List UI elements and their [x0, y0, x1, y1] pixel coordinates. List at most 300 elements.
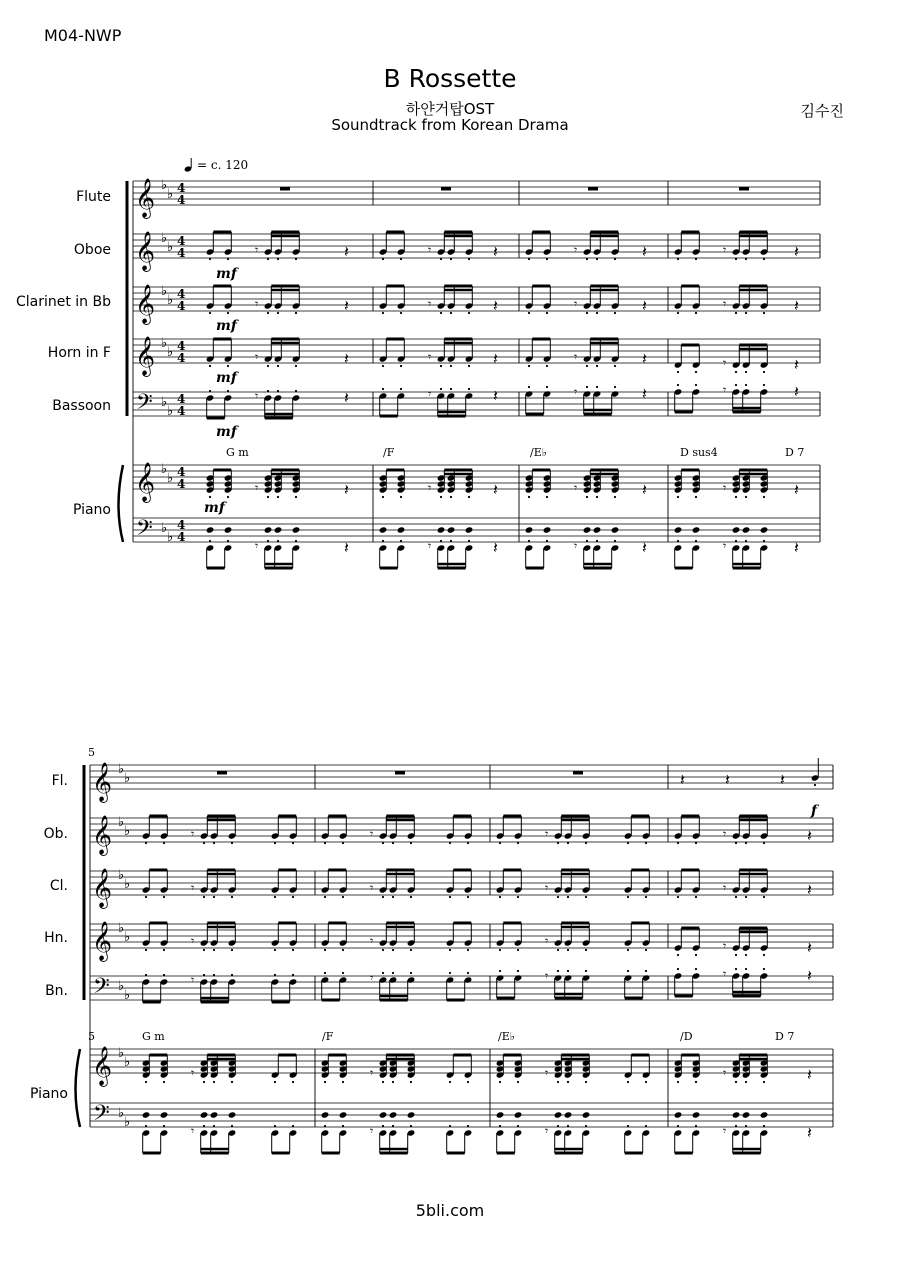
staccato-dot	[145, 1125, 147, 1127]
eighth-rest-icon: 𝄾	[370, 934, 374, 948]
score-title: B Rossette	[383, 64, 517, 93]
staccato-dot	[467, 1081, 469, 1083]
staccato-dot	[528, 386, 530, 388]
staccato-dot	[292, 949, 294, 951]
eighth-rest-icon: 𝄾	[545, 934, 549, 948]
staccato-dot	[695, 496, 697, 498]
staccato-dot	[528, 365, 530, 367]
staccato-dot	[277, 258, 279, 260]
flat-icon: ♭	[161, 336, 168, 351]
staccato-dot	[695, 384, 697, 386]
notehead	[593, 526, 602, 533]
staccato-dot	[295, 540, 297, 542]
staccato-dot	[695, 312, 697, 314]
eighth-rest-icon: 𝄾	[428, 350, 432, 364]
notehead	[692, 1111, 701, 1118]
staccato-dot	[546, 496, 548, 498]
staccato-dot	[400, 540, 402, 542]
staccato-dot	[596, 496, 598, 498]
staccato-dot	[145, 842, 147, 844]
staccato-dot	[567, 896, 569, 898]
notehead	[292, 526, 301, 533]
staccato-dot	[382, 972, 384, 974]
whole-rest	[280, 187, 290, 191]
flat-icon: ♭	[118, 1106, 125, 1121]
staccato-dot	[410, 842, 412, 844]
staccato-dot	[557, 970, 559, 972]
staccato-dot	[677, 1125, 679, 1127]
staccato-dot	[735, 1125, 737, 1127]
staccato-dot	[449, 1081, 451, 1083]
quarter-rest-icon: 𝄽	[794, 355, 799, 374]
quarter-rest-icon: 𝄽	[344, 296, 349, 315]
staccato-dot	[627, 1081, 629, 1083]
quarter-rest-icon: 𝄽	[807, 826, 812, 845]
instrument-label-bn: Bn.	[45, 983, 68, 999]
eighth-rest-icon: 𝄾	[723, 881, 727, 895]
staccato-dot	[163, 842, 165, 844]
eighth-rest-icon: 𝄾	[723, 356, 727, 370]
treble-clef-icon: 𝄞	[135, 231, 156, 271]
treble-clef-icon: 𝄞	[135, 336, 156, 376]
staccato-dot	[468, 258, 470, 260]
flat-icon: ♭	[167, 530, 174, 545]
staccato-dot	[277, 365, 279, 367]
staccato-dot	[763, 540, 765, 542]
eighth-rest-icon: 𝄾	[723, 243, 727, 257]
staccato-dot	[627, 949, 629, 951]
eighth-rest-icon: 𝄾	[574, 350, 578, 364]
flat-icon: ♭	[161, 231, 168, 246]
flat-icon: ♭	[167, 404, 174, 419]
staccato-dot	[267, 365, 269, 367]
staccato-dot	[382, 388, 384, 390]
eighth-rest-icon: 𝄾	[428, 297, 432, 311]
staccato-dot	[735, 1081, 737, 1083]
eighth-rest-icon: 𝄾	[428, 481, 432, 495]
notehead	[760, 1111, 769, 1118]
staccato-dot	[163, 1081, 165, 1083]
staccato-dot	[517, 1081, 519, 1083]
instrument-label-ob: Ob.	[43, 826, 68, 842]
staccato-dot	[499, 896, 501, 898]
staccato-dot	[585, 970, 587, 972]
eighth-rest-icon: 𝄾	[428, 243, 432, 257]
quarter-rest-icon: 𝄽	[493, 480, 498, 499]
quarter-rest-icon: 𝄽	[493, 296, 498, 315]
staccato-dot	[585, 842, 587, 844]
staccato-dot	[450, 496, 452, 498]
quarter-rest-icon: 𝄽	[807, 1123, 812, 1142]
staccato-dot	[585, 896, 587, 898]
staccato-dot	[267, 312, 269, 314]
instrument-label-bassoon: Bassoon	[52, 398, 111, 414]
staccato-dot	[342, 1081, 344, 1083]
staccato-dot	[277, 312, 279, 314]
staccato-dot	[227, 365, 229, 367]
notehead	[142, 1111, 151, 1118]
quarter-rest-icon: 𝄽	[794, 480, 799, 499]
staccato-dot	[440, 496, 442, 498]
staccato-dot	[467, 1125, 469, 1127]
staccato-dot	[763, 384, 765, 386]
eighth-rest-icon: 𝄾	[545, 881, 549, 895]
eighth-rest-icon: 𝄾	[545, 1066, 549, 1080]
bass-clef-icon: 𝄢	[136, 390, 153, 420]
staccato-dot	[450, 365, 452, 367]
staccato-dot	[735, 371, 737, 373]
staccato-dot	[440, 258, 442, 260]
staccato-dot	[382, 949, 384, 951]
staccato-dot	[745, 842, 747, 844]
instrument-label-flute: Flute	[76, 189, 111, 205]
flat-icon: ♭	[124, 930, 131, 945]
staccato-dot	[677, 312, 679, 314]
staccato-dot	[614, 496, 616, 498]
staccato-dot	[227, 258, 229, 260]
eighth-rest-icon: 𝄾	[545, 1124, 549, 1138]
staccato-dot	[596, 365, 598, 367]
staccato-dot	[468, 365, 470, 367]
staccato-dot	[763, 312, 765, 314]
composer-name: 김수진	[800, 102, 844, 120]
staccato-dot	[209, 365, 211, 367]
staccato-dot	[292, 1125, 294, 1127]
staccato-dot	[145, 1081, 147, 1083]
staccato-dot	[735, 968, 737, 970]
staccato-dot	[163, 896, 165, 898]
flat-icon: ♭	[124, 824, 131, 839]
staccato-dot	[499, 949, 501, 951]
staccato-dot	[382, 896, 384, 898]
notehead	[200, 1111, 209, 1118]
chord-symbol: G m	[226, 446, 249, 459]
staccato-dot	[695, 1081, 697, 1083]
staccato-dot	[449, 896, 451, 898]
bass-clef-icon: 𝄢	[136, 516, 153, 546]
staccato-dot	[695, 540, 697, 542]
footer-site: 5bli.com	[415, 1201, 485, 1220]
staccato-dot	[274, 1081, 276, 1083]
staccato-dot	[499, 1125, 501, 1127]
staccato-dot	[695, 954, 697, 956]
chord-symbol: D 7	[785, 446, 805, 459]
whole-rest	[441, 187, 451, 191]
chord-symbol: /F	[383, 446, 395, 459]
eighth-rest-icon: 𝄾	[574, 297, 578, 311]
staccato-dot	[277, 496, 279, 498]
quarter-rest-icon: 𝄽	[807, 966, 812, 985]
eighth-rest-icon: 𝄾	[723, 383, 727, 397]
staccato-dot	[295, 390, 297, 392]
staccato-dot	[645, 1081, 647, 1083]
staccato-dot	[231, 1081, 233, 1083]
quarter-rest-icon: 𝄽	[794, 296, 799, 315]
quarter-rest-icon: 𝄽	[493, 538, 498, 557]
eighth-rest-icon: 𝄾	[428, 387, 432, 401]
notehead	[582, 1111, 591, 1118]
eighth-rest-icon: 𝄾	[574, 243, 578, 257]
eighth-rest-icon: 𝄾	[255, 243, 259, 257]
quarter-rest-icon: 𝄽	[794, 242, 799, 261]
staccato-dot	[203, 949, 205, 951]
staccato-dot	[735, 312, 737, 314]
flat-icon: ♭	[124, 1055, 131, 1070]
staccato-dot	[645, 1125, 647, 1127]
quarter-rest-icon: 𝄽	[794, 382, 799, 401]
staccato-dot	[163, 949, 165, 951]
staccato-dot	[517, 970, 519, 972]
staccato-dot	[231, 896, 233, 898]
staccato-dot	[677, 842, 679, 844]
time-signature: 4	[177, 234, 186, 248]
staccato-dot	[213, 1125, 215, 1127]
staccato-dot	[677, 954, 679, 956]
treble-clef-icon: 𝄞	[135, 462, 156, 502]
measure-number: 5	[88, 746, 95, 759]
staccato-dot	[467, 842, 469, 844]
staccato-dot	[677, 496, 679, 498]
notehead	[274, 526, 283, 533]
quarter-rest-icon: 𝄽	[725, 770, 730, 789]
chord-symbol: G m	[142, 1030, 165, 1043]
eighth-rest-icon: 𝄾	[574, 481, 578, 495]
staccato-dot	[763, 842, 765, 844]
eighth-rest-icon: 𝄾	[191, 881, 195, 895]
staccato-dot	[745, 496, 747, 498]
staccato-dot	[745, 540, 747, 542]
staccato-dot	[231, 1125, 233, 1127]
staccato-dot	[585, 949, 587, 951]
flat-icon: ♭	[161, 178, 168, 193]
staccato-dot	[342, 949, 344, 951]
staccato-dot	[645, 896, 647, 898]
staccato-dot	[517, 842, 519, 844]
staccato-dot	[567, 1125, 569, 1127]
eighth-rest-icon: 𝄾	[574, 385, 578, 399]
quarter-rest-icon: 𝄽	[794, 538, 799, 557]
staccato-dot	[499, 842, 501, 844]
whole-rest	[739, 187, 749, 191]
eighth-rest-icon: 𝄾	[191, 934, 195, 948]
staccato-dot	[745, 896, 747, 898]
staccato-dot	[695, 968, 697, 970]
staccato-dot	[392, 949, 394, 951]
instrument-label-piano-2: Piano	[29, 1086, 68, 1102]
staccato-dot	[440, 365, 442, 367]
staccato-dot	[450, 540, 452, 542]
tempo-text: = c. 120	[197, 158, 249, 172]
staccato-dot	[400, 388, 402, 390]
staccato-dot	[567, 949, 569, 951]
time-signature: 4	[177, 530, 186, 544]
staccato-dot	[410, 896, 412, 898]
staccato-dot	[814, 784, 816, 786]
staccato-dot	[274, 896, 276, 898]
staccato-dot	[231, 974, 233, 976]
staccato-dot	[209, 312, 211, 314]
staccato-dot	[213, 1081, 215, 1083]
flat-icon: ♭	[167, 345, 174, 360]
staccato-dot	[400, 312, 402, 314]
flat-icon: ♭	[124, 988, 131, 1003]
staccato-dot	[517, 896, 519, 898]
flat-icon: ♭	[161, 521, 168, 536]
staccato-dot	[677, 371, 679, 373]
staccato-dot	[203, 974, 205, 976]
staccato-dot	[449, 1125, 451, 1127]
eighth-rest-icon: 𝄾	[428, 539, 432, 553]
flat-icon: ♭	[118, 979, 125, 994]
staccato-dot	[227, 496, 229, 498]
staccato-dot	[324, 896, 326, 898]
notehead	[206, 526, 215, 533]
staccato-dot	[735, 842, 737, 844]
quarter-rest-icon: 𝄽	[807, 938, 812, 957]
notehead	[692, 526, 701, 533]
staccato-dot	[203, 896, 205, 898]
staccato-dot	[324, 972, 326, 974]
staccato-dot	[292, 842, 294, 844]
staccato-dot	[342, 972, 344, 974]
eighth-rest-icon: 𝄾	[574, 539, 578, 553]
dynamic-marking: mf	[204, 500, 225, 516]
time-signature: 4	[177, 465, 186, 479]
staccato-dot	[267, 540, 269, 542]
staccato-dot	[274, 949, 276, 951]
staccato-dot	[695, 371, 697, 373]
staccato-dot	[468, 312, 470, 314]
notehead	[379, 1111, 388, 1118]
dynamic-marking: mf	[216, 370, 237, 386]
staccato-dot	[735, 540, 737, 542]
staccato-dot	[557, 896, 559, 898]
staccato-dot	[627, 1125, 629, 1127]
eighth-rest-icon: 𝄾	[370, 881, 374, 895]
chord-symbol: /F	[322, 1030, 334, 1043]
eighth-rest-icon: 𝄾	[191, 827, 195, 841]
staccato-dot	[614, 258, 616, 260]
staccato-dot	[528, 540, 530, 542]
staccato-dot	[627, 842, 629, 844]
staccato-dot	[586, 365, 588, 367]
staccato-dot	[695, 258, 697, 260]
staccato-dot	[392, 842, 394, 844]
eighth-rest-icon: 𝄾	[370, 971, 374, 985]
notehead	[379, 526, 388, 533]
staccato-dot	[274, 974, 276, 976]
staccato-dot	[695, 1125, 697, 1127]
staccato-dot	[145, 949, 147, 951]
notehead	[228, 1111, 237, 1118]
eighth-rest-icon: 𝄾	[545, 969, 549, 983]
time-signature: 4	[177, 392, 186, 406]
staccato-dot	[277, 540, 279, 542]
dynamic-marking: mf	[216, 266, 237, 282]
staccato-dot	[763, 954, 765, 956]
staccato-dot	[645, 970, 647, 972]
time-signature: 4	[177, 351, 186, 365]
score-subtitle: 하얀거탑OST	[405, 100, 495, 118]
notehead	[674, 526, 683, 533]
quarter-rest-icon: 𝄽	[680, 770, 685, 789]
staccato-dot	[586, 540, 588, 542]
staccato-dot	[763, 1125, 765, 1127]
staccato-dot	[677, 1081, 679, 1083]
staccato-dot	[324, 842, 326, 844]
staccato-dot	[546, 386, 548, 388]
notehead	[397, 526, 406, 533]
flat-icon: ♭	[124, 771, 131, 786]
staccato-dot	[267, 258, 269, 260]
staccato-dot	[267, 496, 269, 498]
staccato-dot	[382, 1081, 384, 1083]
notehead	[583, 526, 592, 533]
time-signature: 4	[177, 181, 186, 195]
staccato-dot	[517, 1125, 519, 1127]
quarter-rest-icon: 𝄽	[344, 242, 349, 261]
staccato-dot	[227, 390, 229, 392]
staccato-dot	[546, 540, 548, 542]
eighth-rest-icon: 𝄾	[723, 939, 727, 953]
notehead	[160, 1111, 169, 1118]
instrument-label-hn: Hn.	[44, 930, 68, 946]
staccato-dot	[440, 388, 442, 390]
staccato-dot	[342, 896, 344, 898]
staccato-dot	[209, 258, 211, 260]
notehead	[321, 1111, 330, 1118]
staccato-dot	[203, 1081, 205, 1083]
chord-symbol: /E♭	[530, 446, 547, 459]
quarter-rest-icon: 𝄽	[493, 242, 498, 261]
staccato-dot	[382, 365, 384, 367]
flat-icon: ♭	[167, 187, 174, 202]
staccato-dot	[209, 496, 211, 498]
notehead	[465, 526, 474, 533]
flat-icon: ♭	[118, 921, 125, 936]
piano-brace	[119, 465, 124, 542]
notehead	[732, 526, 741, 533]
quarter-rest-icon: 𝄽	[807, 880, 812, 899]
staccato-dot	[745, 1081, 747, 1083]
quarter-rest-icon: 𝄽	[493, 386, 498, 405]
staccato-dot	[528, 312, 530, 314]
eighth-rest-icon: 𝄾	[255, 481, 259, 495]
staccato-dot	[585, 1081, 587, 1083]
eighth-rest-icon: 𝄾	[255, 297, 259, 311]
staccato-dot	[745, 954, 747, 956]
staccato-dot	[277, 390, 279, 392]
staccato-dot	[227, 540, 229, 542]
treble-clef-icon: 𝄞	[92, 762, 113, 802]
treble-clef-icon: 𝄞	[92, 815, 113, 855]
staccato-dot	[342, 842, 344, 844]
staccato-dot	[586, 258, 588, 260]
staccato-dot	[213, 949, 215, 951]
staccato-dot	[596, 540, 598, 542]
staccato-dot	[596, 312, 598, 314]
notehead	[760, 526, 769, 533]
staccato-dot	[763, 258, 765, 260]
staccato-dot	[324, 949, 326, 951]
staccato-dot	[557, 842, 559, 844]
staccato-dot	[596, 258, 598, 260]
staccato-dot	[231, 842, 233, 844]
staccato-dot	[695, 896, 697, 898]
eighth-rest-icon: 𝄾	[255, 389, 259, 403]
flat-icon: ♭	[118, 815, 125, 830]
time-signature: 4	[177, 339, 186, 353]
